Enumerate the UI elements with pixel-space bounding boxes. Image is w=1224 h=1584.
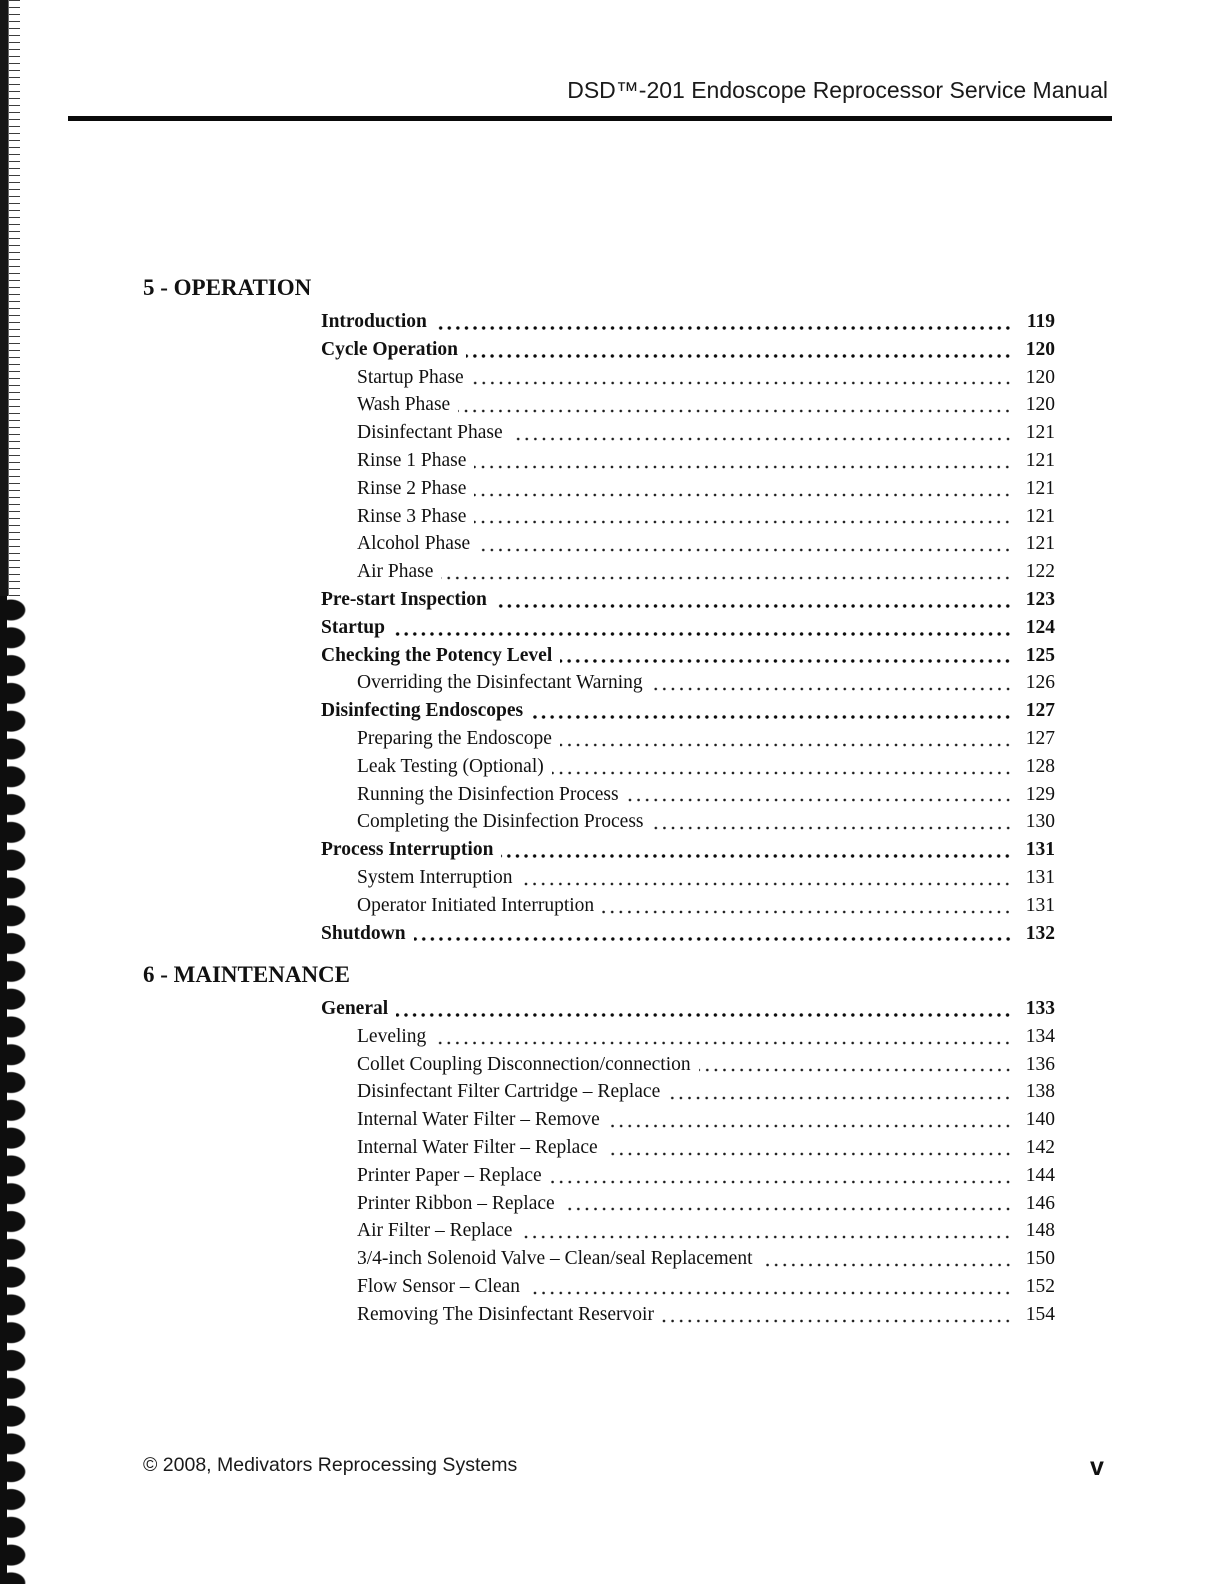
toc-subentry-title: Wash Phase xyxy=(357,394,451,416)
toc-subentry-title: Flow Sensor – Clean xyxy=(357,1275,521,1297)
binding-rings xyxy=(0,596,34,1584)
toc-subentry-title: Overriding the Disinfectant Warning xyxy=(357,672,643,694)
toc-list xyxy=(321,995,1055,1329)
toc-subentry xyxy=(321,364,1055,392)
toc-subentry xyxy=(321,725,1055,753)
toc-subentry-page: 128 xyxy=(1025,755,1055,777)
toc-entry-title: Shutdown xyxy=(321,922,406,944)
toc-subentry xyxy=(321,475,1055,503)
toc-entry xyxy=(321,697,1055,725)
toc-subentry xyxy=(321,669,1055,697)
toc-subentry-title: Printer Paper – Replace xyxy=(357,1164,542,1186)
toc-subentry xyxy=(321,530,1055,558)
dot-leader xyxy=(466,336,1012,364)
toc-subentry-page: 121 xyxy=(1025,533,1055,555)
dot-leader xyxy=(441,558,1012,586)
header-rule xyxy=(68,116,1112,121)
toc-subentry-page: 136 xyxy=(1025,1053,1055,1075)
dot-leader xyxy=(520,1217,1012,1245)
toc-subentry-title: Internal Water Filter – Replace xyxy=(357,1136,598,1158)
toc-entry-title: Checking the Potency Level xyxy=(321,644,553,666)
toc-subentry-page: 131 xyxy=(1025,894,1055,916)
toc-subentry-title: Air Filter – Replace xyxy=(357,1220,513,1242)
toc-subentry xyxy=(321,503,1055,531)
toc-entry-page: 124 xyxy=(1025,616,1055,638)
toc-entry-page: 127 xyxy=(1025,700,1055,722)
dot-leader xyxy=(458,391,1012,419)
toc-subentry xyxy=(321,447,1055,475)
toc-subentry-page: 121 xyxy=(1025,422,1055,444)
toc-subentry-title: Leak Testing (Optional) xyxy=(357,755,544,777)
toc-subentry-page: 120 xyxy=(1025,394,1055,416)
toc-subentry-page: 134 xyxy=(1025,1025,1055,1047)
toc-subentry xyxy=(321,892,1055,920)
toc-subentry xyxy=(321,753,1055,781)
dot-leader xyxy=(662,1301,1012,1329)
dot-leader xyxy=(651,669,1012,697)
toc-subentry-page: 150 xyxy=(1025,1248,1055,1270)
toc-subentry-title: Removing The Disinfectant Reservoir xyxy=(357,1303,654,1325)
dot-leader xyxy=(511,419,1012,447)
toc-subentry xyxy=(321,1245,1055,1273)
toc-subentry-title: Rinse 3 Phase xyxy=(357,505,467,527)
dot-leader xyxy=(396,995,1012,1023)
toc-entry xyxy=(321,836,1055,864)
dot-leader xyxy=(472,364,1012,392)
binding-edge xyxy=(0,0,24,596)
toc-entry-page: 123 xyxy=(1025,588,1055,610)
toc-entry xyxy=(321,614,1055,642)
toc-entry-title: Introduction xyxy=(321,311,427,332)
dot-leader xyxy=(761,1245,1013,1273)
dot-leader xyxy=(699,1051,1012,1079)
toc-entry-page: 133 xyxy=(1025,998,1055,1019)
toc-subentry-page: 121 xyxy=(1025,449,1055,471)
toc-section-operation xyxy=(143,273,1055,947)
toc-subentry xyxy=(321,1051,1055,1079)
toc-subentry xyxy=(321,1217,1055,1245)
toc-entry-title: General xyxy=(321,998,389,1019)
toc-subentry xyxy=(321,1023,1055,1051)
dot-leader xyxy=(474,475,1012,503)
dot-leader xyxy=(550,1162,1012,1190)
toc-entry-page: 119 xyxy=(1026,311,1055,332)
dot-leader xyxy=(608,1106,1012,1134)
toc-subentry-page: 144 xyxy=(1025,1164,1055,1186)
dot-leader xyxy=(668,1078,1012,1106)
toc-subentry-title: Disinfectant Phase xyxy=(357,422,503,444)
toc-entry-page: 125 xyxy=(1025,644,1055,666)
toc-subentry xyxy=(321,1301,1055,1329)
toc-subentry-title: Running the Disinfection Process xyxy=(357,783,619,805)
section-heading: 6 - MAINTENANCE xyxy=(143,962,350,987)
section-heading: 5 - OPERATION xyxy=(143,275,312,300)
toc-subentry-title: Rinse 1 Phase xyxy=(357,449,467,471)
dot-leader xyxy=(478,530,1012,558)
toc-subentry-title: Air Phase xyxy=(357,561,434,583)
toc-subentry xyxy=(321,391,1055,419)
toc-subentry xyxy=(321,864,1055,892)
toc-subentry-page: 154 xyxy=(1025,1303,1055,1325)
toc-entry-page: 131 xyxy=(1025,839,1055,861)
dot-leader xyxy=(560,642,1012,670)
toc-subentry-title: Alcohol Phase xyxy=(357,533,471,555)
toc-entry-title: Pre-start Inspection xyxy=(321,588,487,610)
toc-subentry-page: 138 xyxy=(1025,1081,1055,1103)
toc-subentry-title: Completing the Disinfection Process xyxy=(357,811,644,833)
toc-subentry-page: 130 xyxy=(1025,811,1055,833)
toc-subentry-title: System Interruption xyxy=(357,866,513,888)
toc-subentry-title: Internal Water Filter – Remove xyxy=(357,1109,600,1131)
toc-list xyxy=(321,308,1055,947)
toc-subentry xyxy=(321,419,1055,447)
toc-subentry-title: Startup Phase xyxy=(357,366,464,388)
toc-subentry-page: 126 xyxy=(1025,672,1055,694)
toc-subentry-page: 152 xyxy=(1025,1275,1055,1297)
dot-leader xyxy=(495,586,1012,614)
dot-leader xyxy=(435,308,1012,336)
toc-subentry-page: 148 xyxy=(1025,1220,1055,1242)
toc-entry xyxy=(321,308,1055,336)
toc-subentry-title: Disinfectant Filter Cartridge – Replace xyxy=(357,1081,661,1103)
toc-entry-page: 120 xyxy=(1025,338,1055,360)
toc-section-maintenance xyxy=(143,960,1055,1329)
dot-leader xyxy=(652,808,1012,836)
toc-subentry-title: Operator Initiated Interruption xyxy=(357,894,595,916)
toc-subentry-page: 121 xyxy=(1025,477,1055,499)
toc-subentry-page: 146 xyxy=(1025,1192,1055,1214)
dot-leader xyxy=(501,836,1012,864)
toc-subentry-page: 131 xyxy=(1025,866,1055,888)
dot-leader xyxy=(434,1023,1012,1051)
toc-subentry-page: 120 xyxy=(1025,366,1055,388)
toc-entry-title: Cycle Operation xyxy=(321,338,459,360)
toc-subentry xyxy=(321,1162,1055,1190)
dot-leader xyxy=(414,920,1012,948)
toc-entry-page: 132 xyxy=(1025,922,1055,944)
dot-leader xyxy=(393,614,1012,642)
toc-subentry-title: 3/4-inch Solenoid Valve – Clean/seal Replacement xyxy=(357,1248,753,1270)
dot-leader xyxy=(627,781,1012,809)
toc-entry xyxy=(321,995,1055,1023)
toc-subentry xyxy=(321,1134,1055,1162)
toc-entry-title: Disinfecting Endoscopes xyxy=(321,700,524,722)
toc-subentry xyxy=(321,558,1055,586)
footer-page-number: v xyxy=(1090,1453,1104,1481)
toc-subentry-page: 121 xyxy=(1025,505,1055,527)
toc-entry xyxy=(321,336,1055,364)
running-header-title: DSD™-201 Endoscope Reprocessor Service Manual xyxy=(567,77,1108,103)
toc-subentry-title: Leveling xyxy=(357,1025,427,1047)
toc-subentry xyxy=(321,1106,1055,1134)
toc-entry-title: Startup xyxy=(321,616,385,638)
toc-subentry-title: Collet Coupling Disconnection/connection xyxy=(357,1053,691,1075)
toc-subentry-page: 142 xyxy=(1025,1136,1055,1158)
toc-entry-title: Process Interruption xyxy=(321,839,494,861)
toc-subentry-title: Printer Ribbon – Replace xyxy=(357,1192,555,1214)
toc-subentry xyxy=(321,808,1055,836)
toc-subentry-page: 140 xyxy=(1025,1109,1055,1131)
dot-leader xyxy=(606,1134,1012,1162)
toc-subentry xyxy=(321,781,1055,809)
toc-subentry-page: 127 xyxy=(1025,727,1055,749)
toc-subentry-title: Preparing the Endoscope xyxy=(357,727,552,749)
dot-leader xyxy=(528,1273,1012,1301)
dot-leader xyxy=(563,1190,1012,1218)
dot-leader xyxy=(552,753,1012,781)
dot-leader xyxy=(560,725,1012,753)
dot-leader xyxy=(520,864,1012,892)
toc-subentry xyxy=(321,1273,1055,1301)
toc-subentry-title: Rinse 2 Phase xyxy=(357,477,467,499)
dot-leader xyxy=(602,892,1012,920)
toc-entry xyxy=(321,642,1055,670)
toc-subentry-page: 129 xyxy=(1025,783,1055,805)
toc-entry xyxy=(321,920,1055,948)
footer-copyright: © 2008, Medivators Reprocessing Systems xyxy=(143,1454,518,1476)
dot-leader xyxy=(474,447,1012,475)
toc-entry xyxy=(321,586,1055,614)
dot-leader xyxy=(474,503,1012,531)
toc-subentry xyxy=(321,1190,1055,1218)
dot-leader xyxy=(531,697,1012,725)
toc-subentry-page: 122 xyxy=(1025,561,1055,583)
toc-subentry xyxy=(321,1078,1055,1106)
